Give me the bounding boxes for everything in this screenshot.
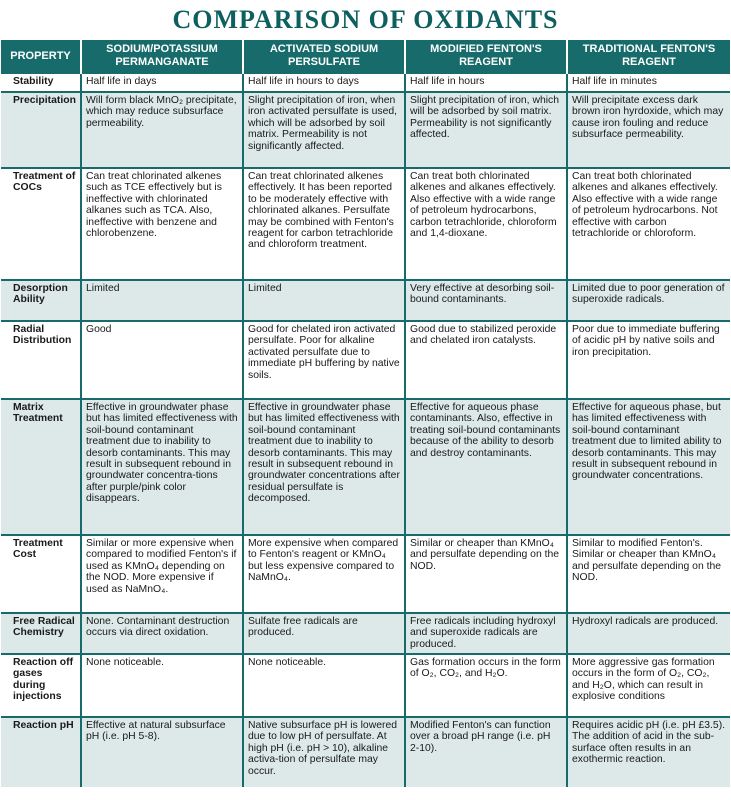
table-cell: Half life in minutes [567, 73, 730, 92]
row-property: Stability [1, 73, 81, 92]
row-property: Free Radical Chemistry [1, 613, 81, 654]
table-cell: Free radicals including hydroxyl and superoxide radicals are produced. [405, 613, 567, 654]
table-cell: Will form black MnO₂ precipitate, which may reduce subsurface permeability. [81, 92, 243, 168]
table-cell: None noticeable. [81, 654, 243, 717]
table-cell: Good [81, 321, 243, 399]
table-cell: Half life in hours [405, 73, 567, 92]
table-row [1, 73, 730, 92]
table-cell: Will precipitate excess dark brown iron hyrdoxide, which may cause iron fouling and reduce subsurface permeability. [567, 92, 730, 168]
header-modified-fenton: MODIFIED FENTON'S REAGENT [405, 40, 567, 73]
row-property: Reaction off gases during injections [1, 654, 81, 717]
row-property: Matrix Treatment [1, 399, 81, 535]
table-cell: Good for chelated iron activated persulfate. Poor for alkaline activated persulfate due to immediate pH buffering by native soils. [243, 321, 405, 399]
table-cell: Similar or cheaper than KMnO₄ and persulfate depending on the NOD. [405, 535, 567, 613]
table-cell: Effective in groundwater phase but has limited effectiveness with soil-bound contaminant treatment due to inability to desorb contaminants. This may result in subsequent rebound in groundwater concentra-tions after purple/pink color disappears. [81, 399, 243, 535]
table-row [1, 321, 730, 399]
header-property: PROPERTY [1, 40, 81, 73]
table-row [1, 535, 730, 613]
header-permanganate: SODIUM/POTASSIUM PERMANGANATE [81, 40, 243, 73]
row-property: Radial Distribution [1, 321, 81, 399]
header-row [1, 40, 730, 73]
table-cell: Native subsurface pH is lowered due to low pH of persulfate. At high pH (i.e. pH > 10), alkaline activa-tion of persulfate may occur. [243, 717, 405, 787]
row-property: Treatment of COCs [1, 168, 81, 280]
table-cell: Requires acidic pH (i.e. pH £3.5). The addition of acid in the sub-surface often results in an exothermic reaction. [567, 717, 730, 787]
table-cell: Limited [81, 280, 243, 321]
table-cell: Half life in hours to days [243, 73, 405, 92]
table-cell: Can treat both chlorinated alkenes and alkanes effectively. Also effective with a wide range of petroleum hydrocarbons. Not effective with carbon tetrachloride or chloroform. [567, 168, 730, 280]
header-persulfate: ACTIVATED SODIUM PERSULFATE [243, 40, 405, 73]
row-property: Desorption Ability [1, 280, 81, 321]
table-cell: Limited due to poor generation of superoxide radicals. [567, 280, 730, 321]
table-cell: Sulfate free radicals are produced. [243, 613, 405, 654]
table-cell: More expensive when compared to Fenton's reagent or KMnO₄ but less expensive compared to NaMnO₄. [243, 535, 405, 613]
table-cell: Similar to modified Fenton's. Similar or cheaper than KMnO₄ and persulfate depending on the NOD. [567, 535, 730, 613]
table-cell: Similar or more expensive when compared to modified Fenton's if used as KMnO₄ depending on the NOD. More expensive if used as NaMnO₄. [81, 535, 243, 613]
table-row [1, 168, 730, 280]
table-cell: Very effective at desorbing soil-bound contaminants. [405, 280, 567, 321]
table-cell: More aggressive gas formation occurs in the form of O₂, CO₂, and H₂O, which can result in explosive conditions [567, 654, 730, 717]
page-title: COMPARISON OF OXIDANTS [172, 5, 559, 34]
table-cell: Effective for aqueous phase, but has limited effectiveness with soil-bound contaminant treatment due to limited ability to desorb contaminants. This may result in subsequent rebound in groundwater concentrations. [567, 399, 730, 535]
table-cell: Hydroxyl radicals are produced. [567, 613, 730, 654]
row-property: Treatment Cost [1, 535, 81, 613]
header-traditional-fenton: TRADITIONAL FENTON'S REAGENT [567, 40, 730, 73]
table-row [1, 92, 730, 168]
row-property: Precipitation [1, 92, 81, 168]
table-cell: Can treat chlorinated alkenes effectively. It has been reported to be moderately effective with chlorinated alkanes. Persulfate may be combined with Fenton's reagent for carbon tetrachloride and chloroform treatment. [243, 168, 405, 280]
table-cell: Good due to stabilized peroxide and chelated iron catalysts. [405, 321, 567, 399]
table-cell: None noticeable. [243, 654, 405, 717]
table-cell: Modified Fenton's can function over a broad pH range (i.e. pH 2-10). [405, 717, 567, 787]
table-cell: Slight precipitation of iron, which will be adsorbed by soil matrix. Permeability is not significantly affected. [405, 92, 567, 168]
table-cell: Can treat chlorinated alkenes such as TCE effectively but is ineffective with chlorinated alkanes such as TCA. Also, ineffective with benzene and chlorobenzene. [81, 168, 243, 280]
table-cell: Half life in days [81, 73, 243, 92]
table-cell: Limited [243, 280, 405, 321]
table-cell: None. Contaminant destruction occurs via direct oxidation. [81, 613, 243, 654]
table-row [1, 717, 730, 787]
row-property: Reaction pH [1, 717, 81, 787]
oxidant-comparison-table [1, 40, 730, 787]
table-cell: Can treat both chlorinated alkenes and alkanes effectively. Also effective with a wide range of petroleum hydrocarbons, carbon tetrachloride, chloroform and 1,4-dioxane. [405, 168, 567, 280]
table-cell: Effective at natural subsurface pH (i.e. pH 5-8). [81, 717, 243, 787]
table-row [1, 613, 730, 654]
table-cell: Effective in groundwater phase but has limited effectiveness with soil-bound contaminant treatment due to inability to desorb contaminants. This may result in subsequent rebound in groundwater concentrations after residual persulfate is decomposed. [243, 399, 405, 535]
table-cell: Gas formation occurs in the form of O₂, CO₂, and H₂O. [405, 654, 567, 717]
table-row [1, 399, 730, 535]
table-cell: Poor due to immediate buffering of acidic pH by native soils and iron precipitation. [567, 321, 730, 399]
table-cell: Slight precipitation of iron, when iron activated persulfate is used, which will be adsorbed by soil matrix. Permeability is not significantly affected. [243, 92, 405, 168]
table-row [1, 280, 730, 321]
table-row [1, 654, 730, 717]
table-cell: Effective for aqueous phase contaminants. Also, effective in treating soil-bound contaminants because of the ability to desorb and destroy contaminants. [405, 399, 567, 535]
